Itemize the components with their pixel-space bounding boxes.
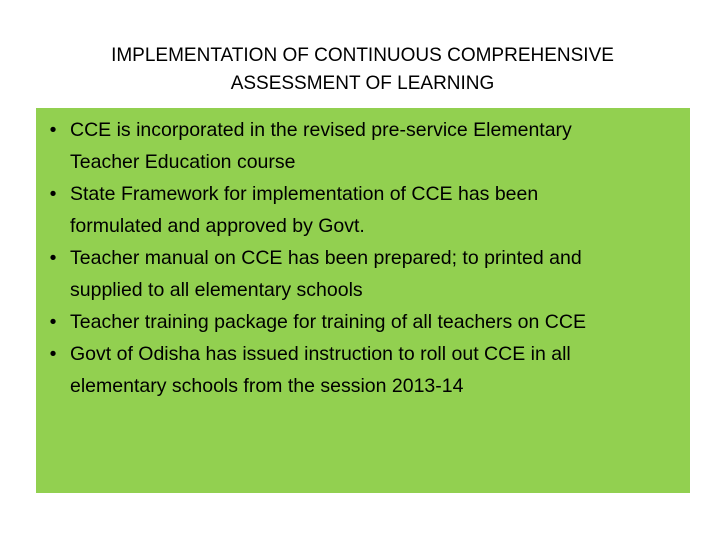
slide-title-line-1: IMPLEMENTATION OF CONTINUOUS COMPREHENSIVE xyxy=(111,45,614,66)
bullet-dot-icon: • xyxy=(49,247,57,269)
content-box xyxy=(36,108,690,493)
bullet-item-2 xyxy=(44,178,684,242)
bullet-text-line: Teacher Education course xyxy=(70,151,296,173)
bullet-item-5 xyxy=(44,338,684,402)
bullet-text-line: formulated and approved by Govt. xyxy=(70,215,365,237)
bullet-item-4 xyxy=(44,306,684,338)
bullet-dot-icon: • xyxy=(49,343,57,365)
bullet-dot-icon: • xyxy=(49,119,57,141)
bullet-text-line: State Framework for implementation of CCE has been xyxy=(70,183,539,205)
bullet-dot-icon: • xyxy=(49,311,57,333)
bullet-text-line: Teacher training package for training of all teachers on CCE xyxy=(70,311,586,333)
slide-title-line-2: ASSESSMENT OF LEARNING xyxy=(230,73,495,94)
bullet-dot-icon: • xyxy=(49,183,57,205)
bullet-text-line: supplied to all elementary schools xyxy=(70,279,363,301)
bullet-item-1 xyxy=(44,114,684,178)
bullet-text-line: CCE is incorporated in the revised pre-service Elementary xyxy=(70,119,572,141)
slide-title xyxy=(40,42,685,98)
bullet-text-line: Govt of Odisha has issued instruction to roll out CCE in all xyxy=(70,343,571,365)
bullet-list xyxy=(44,114,684,402)
bullet-text-line: elementary schools from the session 2013-14 xyxy=(70,375,464,397)
bullet-item-3 xyxy=(44,242,684,306)
bullet-text-line: Teacher manual on CCE has been prepared; to printed and xyxy=(70,247,582,269)
